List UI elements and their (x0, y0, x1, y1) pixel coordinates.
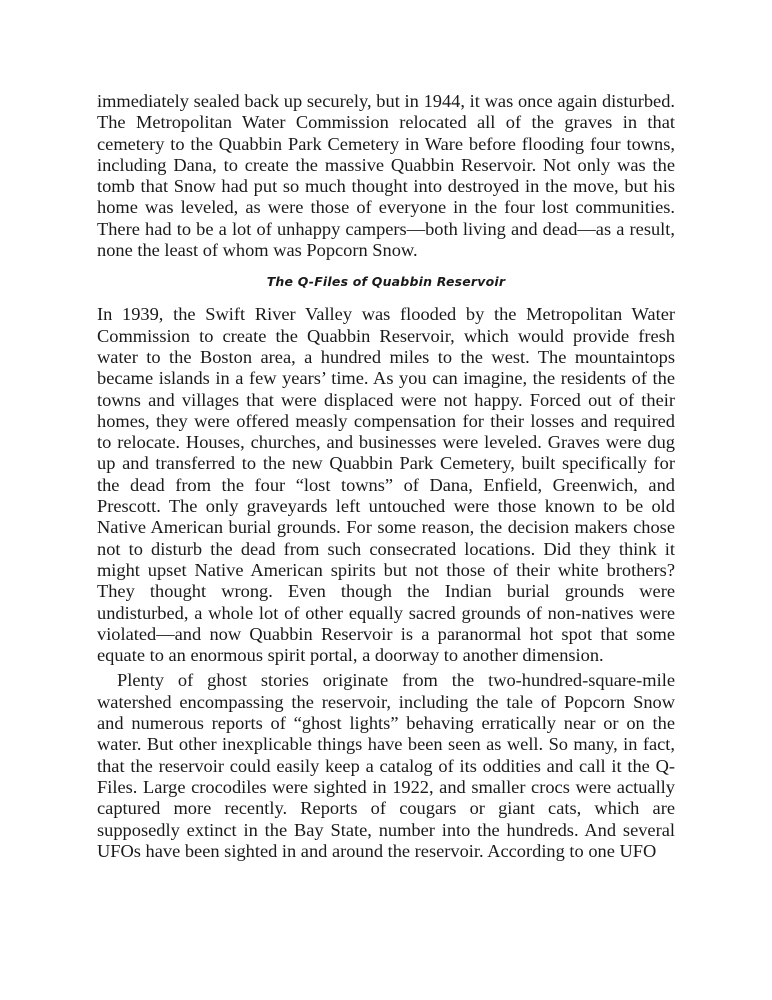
section-heading: The Q-Files of Quabbin Reservoir (266, 274, 506, 290)
paragraph-2: In 1939, the Swift River Valley was flooded by the Metropolitan Water Commission to create the Quabbin Reservoir, which would provide fresh water to the Boston area, a hundred miles to the west. The mountaintops became islands in a few years’ time. As you can imagine, the residents of the towns and villages that were displaced were not happy. Forced out of their homes, they were offered measly compensation for their losses and required to relocate. Houses, churches, and businesses were leveled. Graves were dug up and transferred to the new Quabbin Park Cemetery, built specifically for the dead from the four “lost towns” of Dana, Enfield, Greenwich, and Prescott. The only graveyards left untouched were those known to be old Native American burial grounds. For some reason, the decision makers chose not to disturb the dead from such consecrated locations. Did they think it might upset Native American spirits but not those of their white brothers? They thought wrong. Even though the Indian burial grounds were undisturbed, a whole lot of other equally sacred grounds of non-natives were violated—and now Quabbin Reservoir is a paranormal hot spot that some equate to an enormous spirit portal, a doorway to another dimension. (97, 304, 675, 666)
paragraph-3: Plenty of ghost stories originate from the two-hundred-square-mile watershed encompassing the reservoir, including the tale of Popcorn Snow and numerous reports of “ghost lights” behaving erratically near or on the water. But other inexplicable things have been seen as well. So many, in fact, that the reservoir could easily keep a catalog of its oddities and call it the Q-Files. Large crocodiles were sighted in 1922, and smaller crocs were actually captured more recently. Reports of cougars or giant cats, which are supposedly extinct in the Bay State, number into the hundreds. And several UFOs have been sighted in and around the reservoir. According to one UFO (97, 670, 675, 861)
page-body (97, 91, 675, 862)
paragraph-1: immediately sealed back up securely, but in 1944, it was once again disturbed. The Metropolitan Water Commission relocated all of the graves in that cemetery to the Quabbin Park Cemetery in Ware before flooding four towns, including Dana, to create the massive Quabbin Reservoir. Not only was the tomb that Snow had put so much thought into destroyed in the move, but his home was leveled, as were those of everyone in the four lost communities. There had to be a lot of unhappy campers—both living and dead—as a result, none the least of whom was Popcorn Snow. (97, 91, 675, 261)
